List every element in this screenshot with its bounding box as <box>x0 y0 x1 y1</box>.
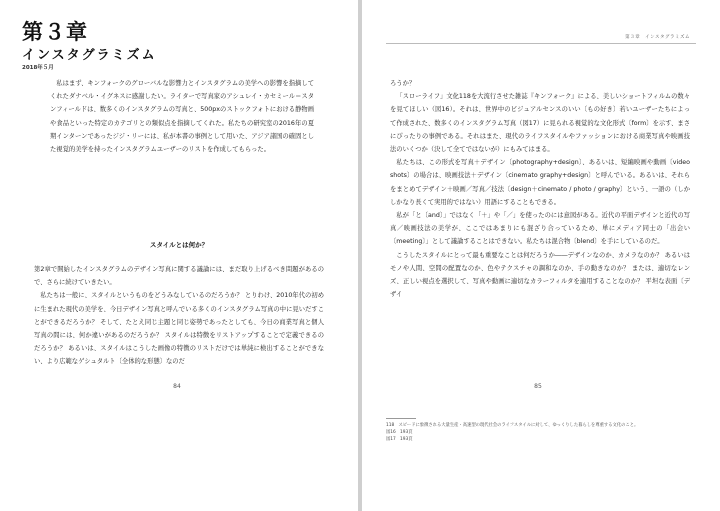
footnotes <box>386 422 696 443</box>
page-number-left: 84 <box>173 383 181 390</box>
body-paragraph: ろうか？ <box>390 80 416 87</box>
footnote-item: 図17 193頁 <box>386 437 413 442</box>
section-heading: スタイルとは何か？ <box>149 241 209 249</box>
body-paragraph: 「スローライフ」文化118を大流行させた雑誌『キンフォーク』による、美しいショートフィルムの数々を見てほしい（図16）。それは、世界中のビジュアルセンスのいい〔もの好き〕若いユーザーたちによって作成された、数多くのインスタグラム写真（図17）に見られる視覚的な文化形式〔form〕を示す、まさにぴったりの事例である。それはまた、現代のライフスタイルやファッションにおける商業写真や映画技法のいくつか（決して全てではないが）にもみてはまる。 <box>390 93 690 154</box>
body-paragraph: 私たちは、この形式を写真＋デザイン〔photography+design〕、あるいは、短編映画や動画〔video shots〕の場合は、映画技法＋デザイン〔cinemato graphy+design〕と呼んでいる。あるいは、それらをまとめてデザイン＋映画／写真／技法〔design＋cinemato / photo / graphy〕という、一語の（しかしかなり長くて実用的ではない）用語にすることもできる。 <box>390 159 690 206</box>
body-paragraph: 私が「と〔and〕」ではなく「＋」や「／」を使ったのには意図がある。近代の平面デザインと近代の写真／映画技法の美学が、ここではあまりにも混ざり合っているため、単にメディア同士の「出会い〔meeting〕」として議論することはできない。私たちは混合物〔blend〕を手にしているのだ。 <box>390 212 690 246</box>
running-head-rule <box>386 43 696 44</box>
chapter-title: インスタグラミズム <box>22 48 157 63</box>
footnote-item: 図16 193頁 <box>386 430 413 435</box>
chapter-number: 第３章 <box>22 20 88 44</box>
footnote-item: 118 スピードに象徴される大量生産・高速型の現代社会のライフスタイルに対して、ゆっくりした暮らしを尊重する文化のこと。 <box>386 423 639 428</box>
intro-paragraph: 私はまず、キンフォークのグローバルな影響力とインスタグラムの美学への影響を指摘してくれたダナベル・イグネスに感謝したい。ライターで写真家のアシュレイ・カセミール＝スタンフィールドは、数多くのインスタグラムの写真と、500pxのストックフォトにおける静物画や食品といった特定のカテゴリとの類似点を指摘してくれた。私たちの研究室の2016年の夏期インターンであったジジ・リーには、私が本書の事例として用いた、アジア諸国の確固とした視覚的美学を持ったインスタグラムユーザーのリストを作成してもらった。 <box>50 80 314 154</box>
body-paragraph: こうしたスタイルにとって最も重要なことは何だろうか――デザインなのか、カメラなのか？ あるいはモノや人間、空間の配置なのか、色やテクスチャの調和なのか、手の動きなのか？ または、適切なレンズ、正しい視点を選択して、写真や動画に適切なカラーフィルタを適用することなのか？ 平坦な表面〔デザイ <box>390 251 690 299</box>
section-text-block <box>34 263 324 369</box>
footnote-rule <box>386 418 416 419</box>
chapter-date: 2018年５月 <box>22 65 54 71</box>
right-text-block <box>390 77 690 301</box>
right-page <box>362 0 720 511</box>
running-head: 第３章 インスタグラミズム <box>625 35 690 40</box>
intro-text-block <box>50 77 314 156</box>
left-page <box>0 0 358 511</box>
section-paragraph: 第2章で開始したインスタグラムのデザイン写真に関する議論には、まだ取り上げるべき問題があるので、さらに続けていきたい。 <box>34 266 324 287</box>
page-number-right: 85 <box>534 383 542 390</box>
section-paragraph: 私たちは一般に、スタイルというものをどうみなしているのだろうか？ とりわけ、2010年代の初めに生まれた現代の美学を、今日デザイン写真と呼んでいる多くのインスタグラム写真の中に見いだすことができるだろうか？ そして、たとえ同じ主題と同じ姿勢であったとしても、今日の商業写真と個人写真の間には、何か違いがあるのだろうか？ スタイルは特徴をリストアップすることで定義できるのだろうか？ あるいは、スタイルはこうした画像の特徴のリストだけでは単純に検出することができない、より広範なゲシュタルト〔全体的な形態〕なのだ <box>34 292 324 366</box>
